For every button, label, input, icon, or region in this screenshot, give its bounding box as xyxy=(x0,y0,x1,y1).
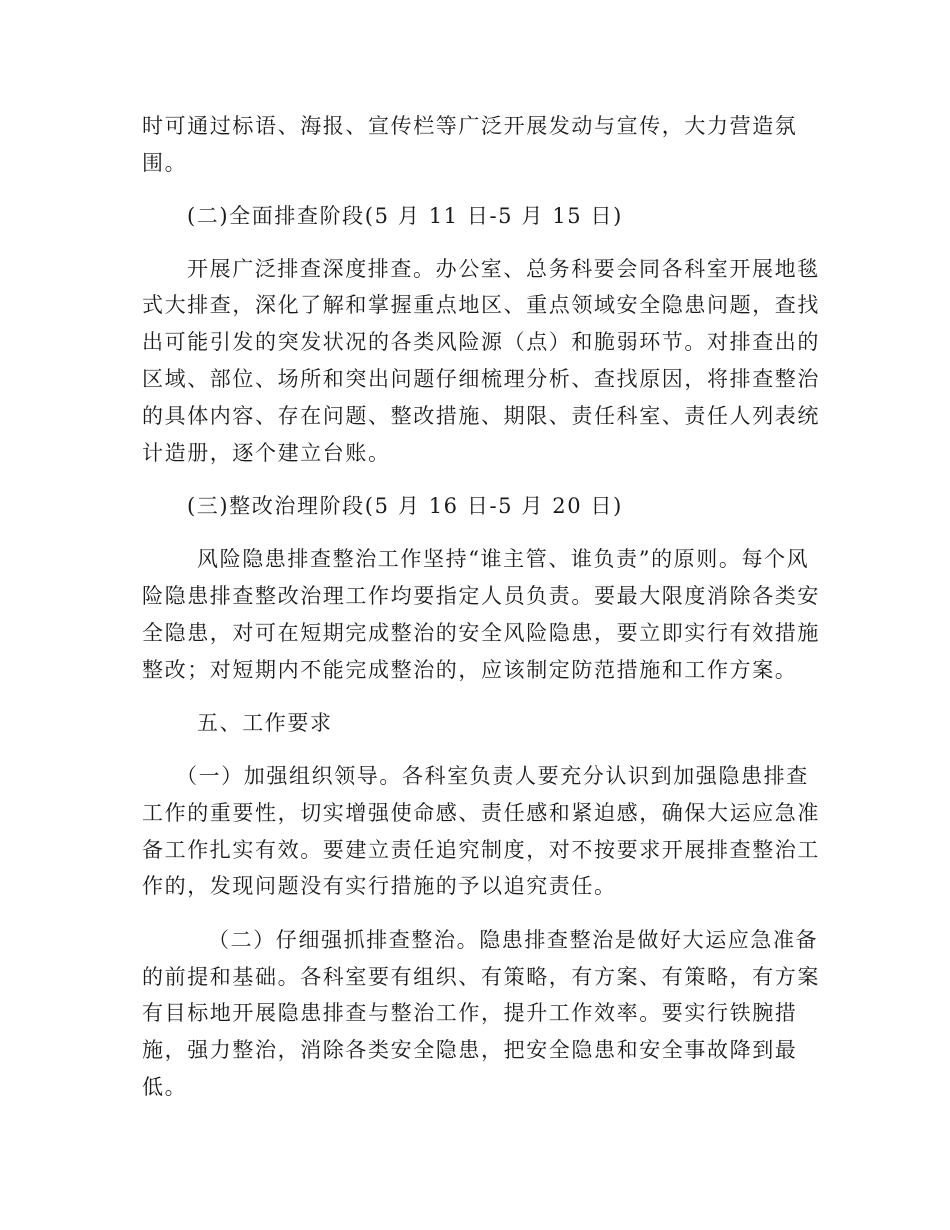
body-text-line: 险隐患排查整改治理工作均要指定人员负责。要最大限度消除各类安 xyxy=(142,584,820,608)
body-text-line: 出可能引发的突发状况的各类风险源（点）和脆弱环节。对排查出的 xyxy=(142,330,820,354)
body-text-line: 计造册，逐个建立台账。 xyxy=(142,441,391,465)
body-text-line: 式大排查，深化了解和掌握重点地区、重点领域安全隐患问题，查找 xyxy=(142,293,820,317)
body-text-line: 施，强力整治，消除各类安全隐患，把安全隐患和安全事故降到最 xyxy=(142,1038,798,1062)
body-text-line: 区域、部位、场所和突出问题仔细梳理分析、查找原因，将排查整治 xyxy=(142,367,820,391)
section-heading: 五、工作要求 xyxy=(197,711,333,735)
body-text-line: 开展广泛排查深度排查。办公室、总务科要会同各科室开展地毯 xyxy=(187,257,820,281)
body-text-line: 的具体内容、存在问题、整改措施、期限、责任科室、责任人列表统 xyxy=(142,404,820,428)
body-text-line: 的前提和基础。各科室要有组织、有策略，有方案、有策略，有方案 xyxy=(142,965,820,989)
body-text-line: 整改；对短期内不能完成整治的，应该制定防范措施和工作方案。 xyxy=(142,658,798,682)
body-text-line: （二）仔细强抓排查整治。隐患排查整治是做好大运应急准备 xyxy=(208,928,819,952)
body-text-line: 时可通过标语、海报、宣传栏等广泛开展发动与宣传，大力营造氛 xyxy=(142,114,798,138)
section-heading: (二)全面排查阶段(5 月 11 日-5 月 15 日) xyxy=(187,204,623,228)
body-text-line: 备工作扎实有效。要建立责任追究制度，对不按要求开展排查整治工 xyxy=(142,838,820,862)
body-text-line: 有目标地开展隐患排查与整治工作，提升工作效率。要实行铁腕措 xyxy=(142,1001,798,1025)
body-text-line: （一）加强组织领导。各科室负责人要充分认识到加强隐患排查 xyxy=(176,764,809,788)
body-text-line: 低。 xyxy=(142,1075,188,1099)
body-text-line: 围。 xyxy=(142,151,188,175)
body-text-line: 全隐患，对可在短期完成整治的安全风险隐患，要立即实行有效措施 xyxy=(142,621,820,645)
body-text-line: 作的，发现问题没有实行措施的予以追究责任。 xyxy=(142,874,617,898)
body-text-line: 风险隐患排查整治工作坚持“谁主管、谁负责”的原则。每个风 xyxy=(197,547,810,571)
body-text-line: 工作的重要性，切实增强使命感、责任感和紧迫感，确保大运应急准 xyxy=(142,801,820,825)
section-heading: (三)整改治理阶段(5 月 16 日-5 月 20 日) xyxy=(187,494,623,518)
